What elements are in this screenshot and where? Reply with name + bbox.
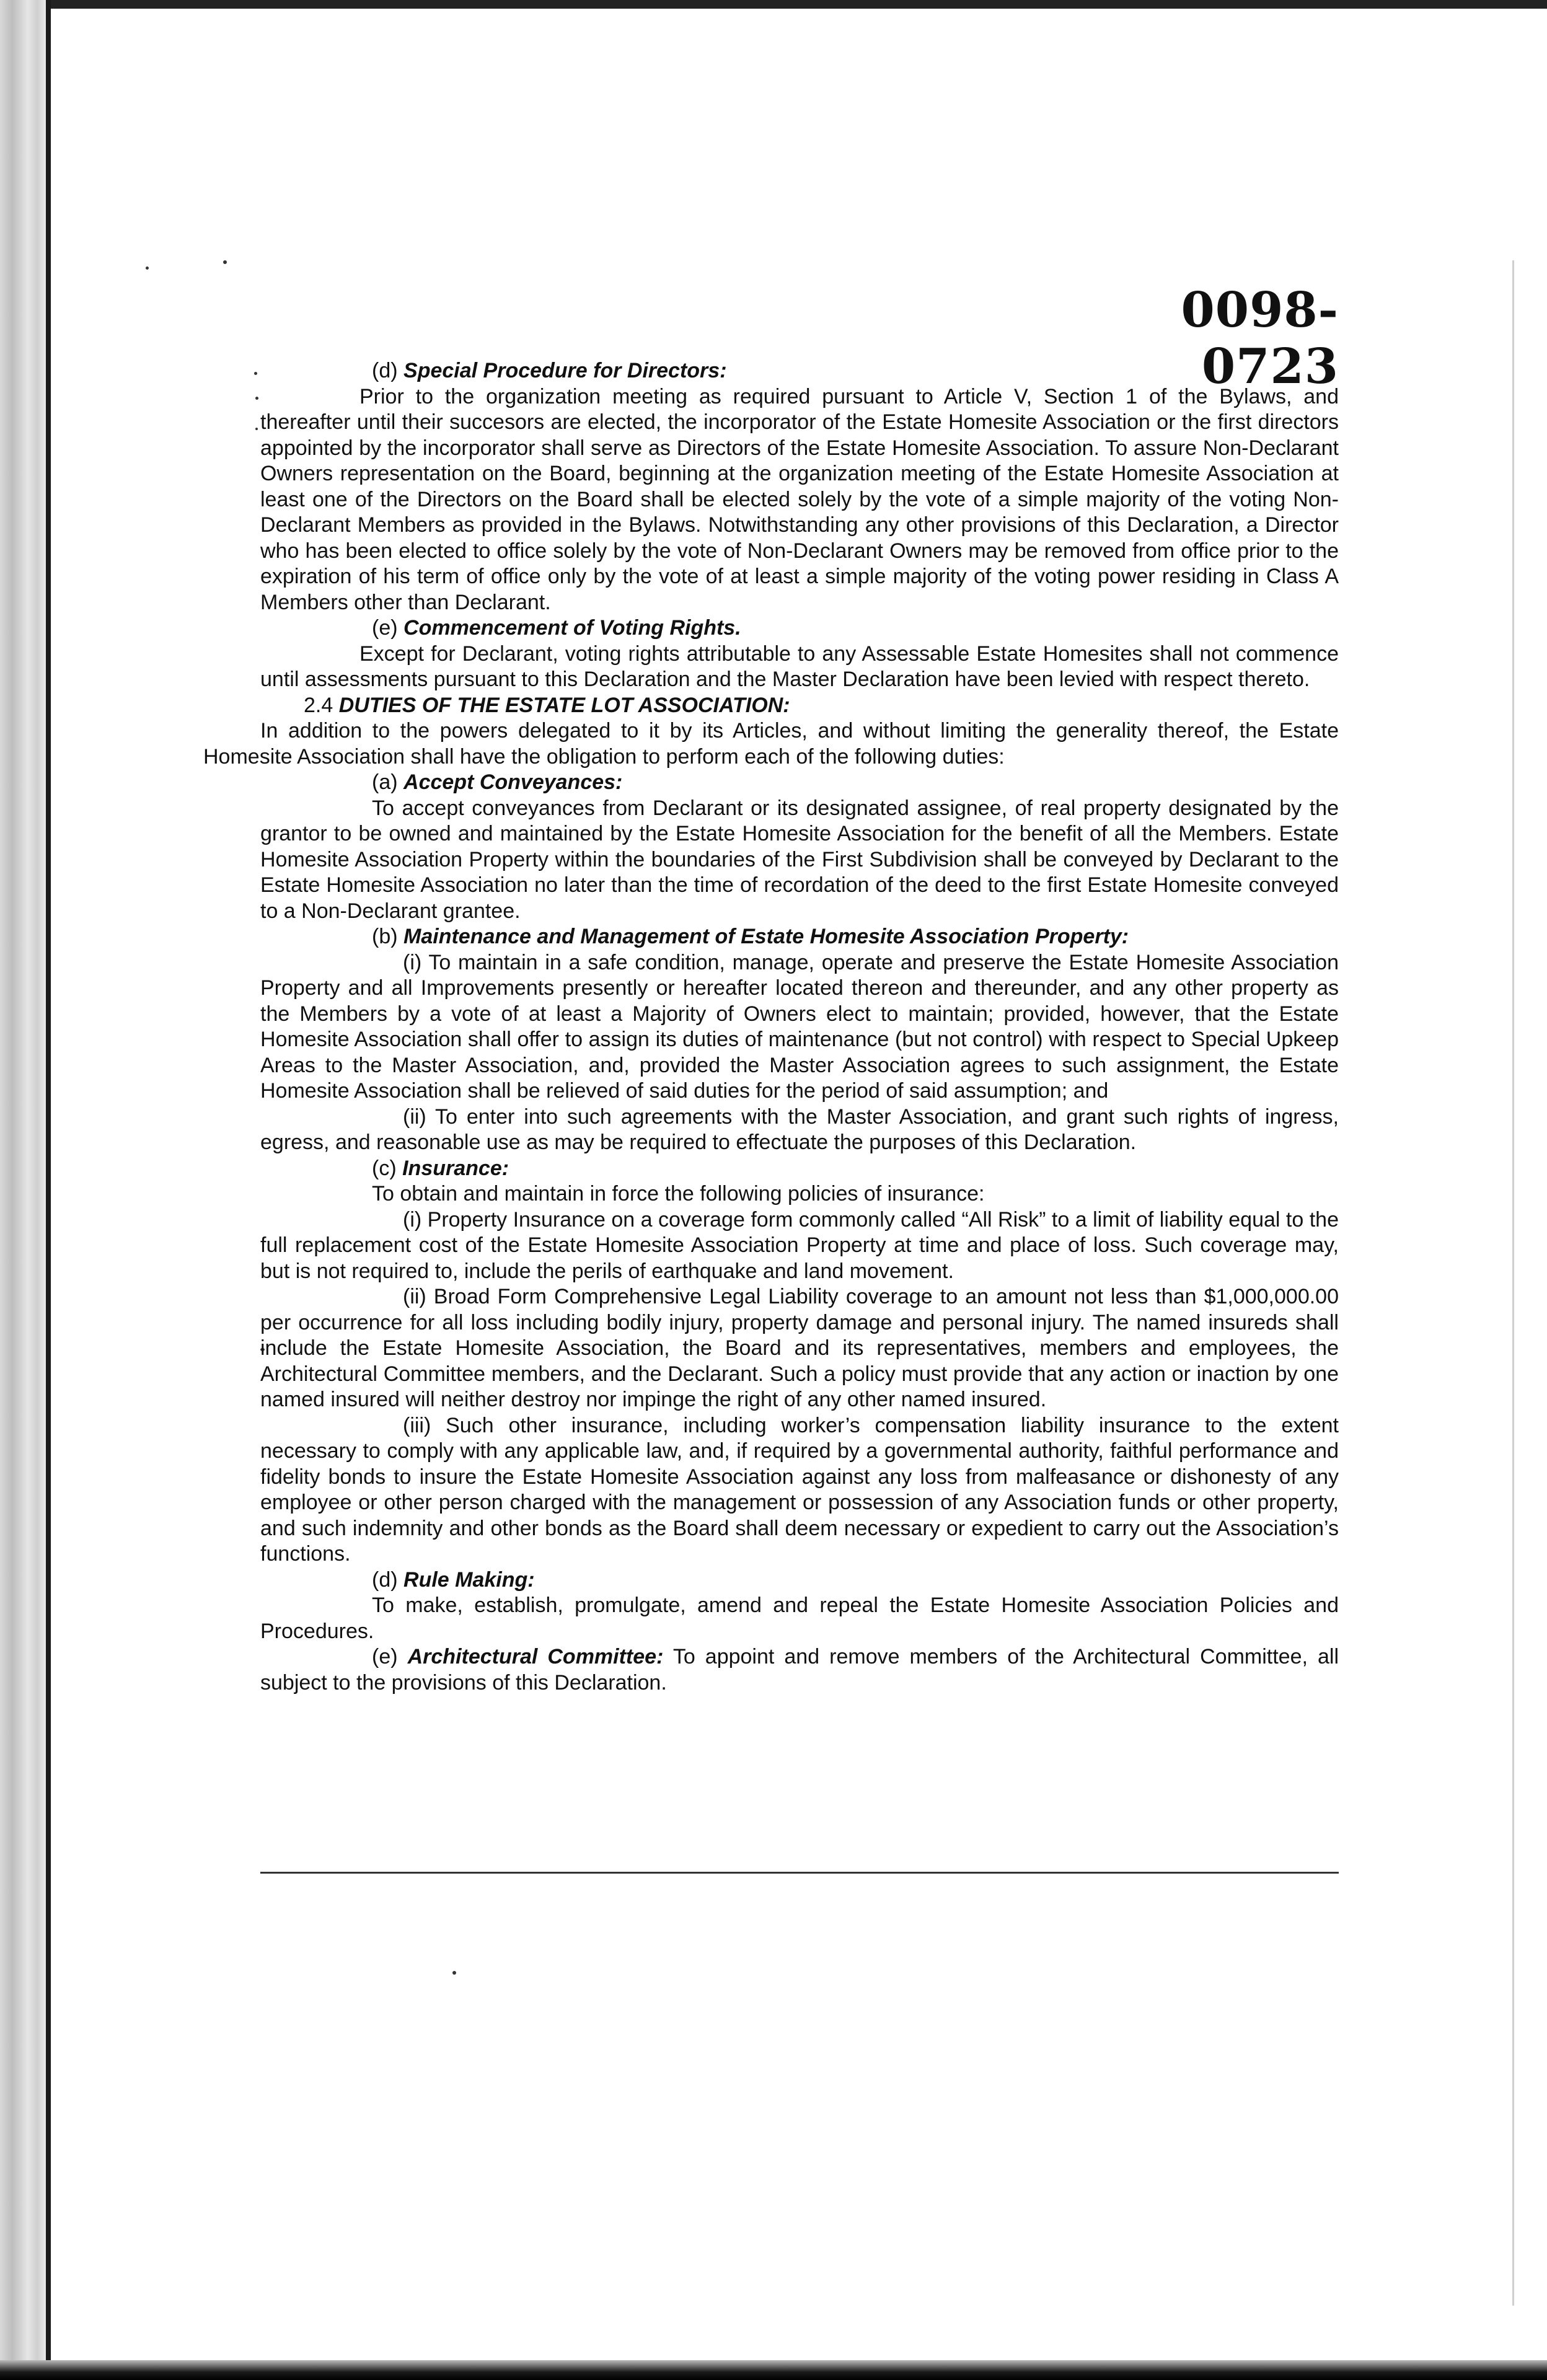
duty-body: To appoint and remove members of the Architectural Committee, all subject to the provisions of this Declaration. [260, 1645, 1339, 1695]
scan-top-edge [0, 0, 1547, 9]
duty-heading-c [260, 1156, 1339, 1182]
article-title: DUTIES OF THE ESTATE LOT ASSOCIATION: [338, 693, 790, 717]
duty-prefix: (e) [372, 1645, 398, 1668]
scan-right-rule [1512, 260, 1514, 2306]
closing-rule [260, 1872, 1339, 1874]
section-heading-e [260, 615, 1339, 641]
duty-body: To make, establish, promulgate, amend and repeal the Estate Homesite Association Policies and Procedures. [260, 1593, 1339, 1643]
document-body [203, 358, 1339, 1696]
section-prefix: (e) [372, 616, 398, 640]
duty-title: Accept Conveyances: [403, 770, 623, 794]
duty-heading-a [260, 770, 1339, 796]
scan-speck [254, 372, 257, 375]
section-title: Special Procedure for Directors: [403, 359, 727, 382]
duty-item: (i) To maintain in a safe condition, manage, operate and preserve the Estate Homesite Association Property and all Improvements presently or hereafter located thereon and thereunder, and any other property as the Members by a vote of at least a Majority of Owners elect to maintain; provided, however, that the Estate Homesite Association shall offer to assign its duties of maintenance (but not control) with respect to Special Upkeep Areas to the Master Association, and, provided the Master Association agrees to such assignment, the Estate Homesite Association shall be relieved of said duties for the period of said assumption; and [260, 950, 1339, 1103]
duty-title: Architectural Committee: [407, 1645, 664, 1668]
duty-item: (ii) To enter into such agreements with the Master Association, and grant such rights of ingress, egress, and reasonable use as may be required to effectuate the purposes of this Declaration. [260, 1104, 1339, 1154]
duty-item: (ii) Broad Form Comprehensive Legal Liability coverage to an amount not less than $1,000,000.00 per occurrence for all loss including bodily injury, property damage and personal injury. The named insureds shall include the Estate Homesite Association, the Board and its representatives, members and employees, the Architectural Committee members, and the Declarant. Such a policy must provide that any action or inaction by one named insured will neither destroy nor impinge the right of any other named insured. [260, 1285, 1339, 1411]
article-intro: In addition to the powers delegated to it by its Articles, and without limiting the generality thereof, the Estate Homesite Association shall have the obligation to perform each of the following duties: [203, 719, 1339, 769]
duty-heading-d [260, 1567, 1339, 1593]
scan-speck [146, 267, 149, 270]
duty-prefix: (b) [372, 925, 398, 948]
duty-heading-b [260, 924, 1339, 950]
article-number: 2.4 [304, 693, 333, 717]
duty-prefix: (c) [372, 1156, 397, 1180]
duty-title: Rule Making: [403, 1567, 535, 1592]
duty-item: (iii) Such other insurance, including worker’s compensation liability insurance to the extent necessary to comply with any applicable law, and, if required by a governmental authority, faithful performance and fidelity bonds to insure the Estate Homesite Association against any loss from malfeasance or dishonesty of any employee or other person charged with the management or possession of any Association funds or other property, and such indemnity and other bonds as the Board shall deem necessary or expedient to carry out the Association’s functions. [260, 1413, 1339, 1566]
section-body: Except for Declarant, voting rights attributable to any Assessable Estate Homesites shall not commence until assessments pursuant to this Declaration and the Master Declaration have been levied with respect thereto. [260, 641, 1339, 691]
duty-item: (i) Property Insurance on a coverage form commonly called “All Risk” to a limit of liability equal to the full replacement cost of the Estate Homesite Association Property at time and place of loss. Such coverage may, but is not required to, include the perils of earthquake and land movement. [260, 1207, 1339, 1283]
scan-left-edge [0, 0, 50, 2380]
duty-prefix: (a) [372, 770, 398, 794]
duty-heading-e [260, 1644, 1339, 1696]
duty-title: Maintenance and Management of Estate Homesite Association Property: [403, 925, 1129, 948]
scan-bottom-edge [0, 2360, 1547, 2380]
page-number: 0098-0723 [1181, 282, 1339, 395]
section-body: Prior to the organization meeting as required pursuant to Article V, Section 1 of the Bylaws, and thereafter until their succesors are elected, the incorporator of the Estate Homesite Association or the first directors appointed by the incorporator shall serve as Directors of the Estate Homesite Association. To assure Non-Declarant Owners representation on the Board, beginning at the organization meeting of the Estate Homesite Association at least one of the Directors on the Board shall be elected solely by the vote of a simple majority of the voting Non-Declarant Members as provided in the Bylaws. Notwithstanding any other provisions of this Declaration, a Director who has been elected to office solely by the vote of Non-Declarant Owners may be removed from office prior to the expiration of his term of office only by the vote of at least a simple majority of the voting power residing in Class A Members other than Declarant. [260, 384, 1339, 614]
scan-speck [452, 1971, 456, 1975]
article-heading [242, 693, 1339, 719]
section-prefix: (d) [372, 359, 398, 382]
section-heading-d [260, 358, 1339, 384]
duty-body: To accept conveyances from Declarant or its designated assignee, of real property designated by the grantor to be owned and maintained by the Estate Homesite Association for the benefit of all the Members. Estate Homesite Association Property within the boundaries of the First Subdivision shall be conveyed by Declarant to the Estate Homesite Association no later than the time of recordation of the deed to the first Estate Homesite conveyed to a Non-Declarant grantee. [260, 796, 1339, 923]
section-title: Commencement of Voting Rights. [403, 616, 741, 640]
scan-speck [223, 260, 227, 264]
scan-left-rule [46, 0, 51, 2380]
duty-intro: To obtain and maintain in force the following policies of insurance: [372, 1182, 985, 1205]
duty-prefix: (d) [372, 1567, 398, 1592]
duty-title: Insurance: [402, 1156, 509, 1180]
